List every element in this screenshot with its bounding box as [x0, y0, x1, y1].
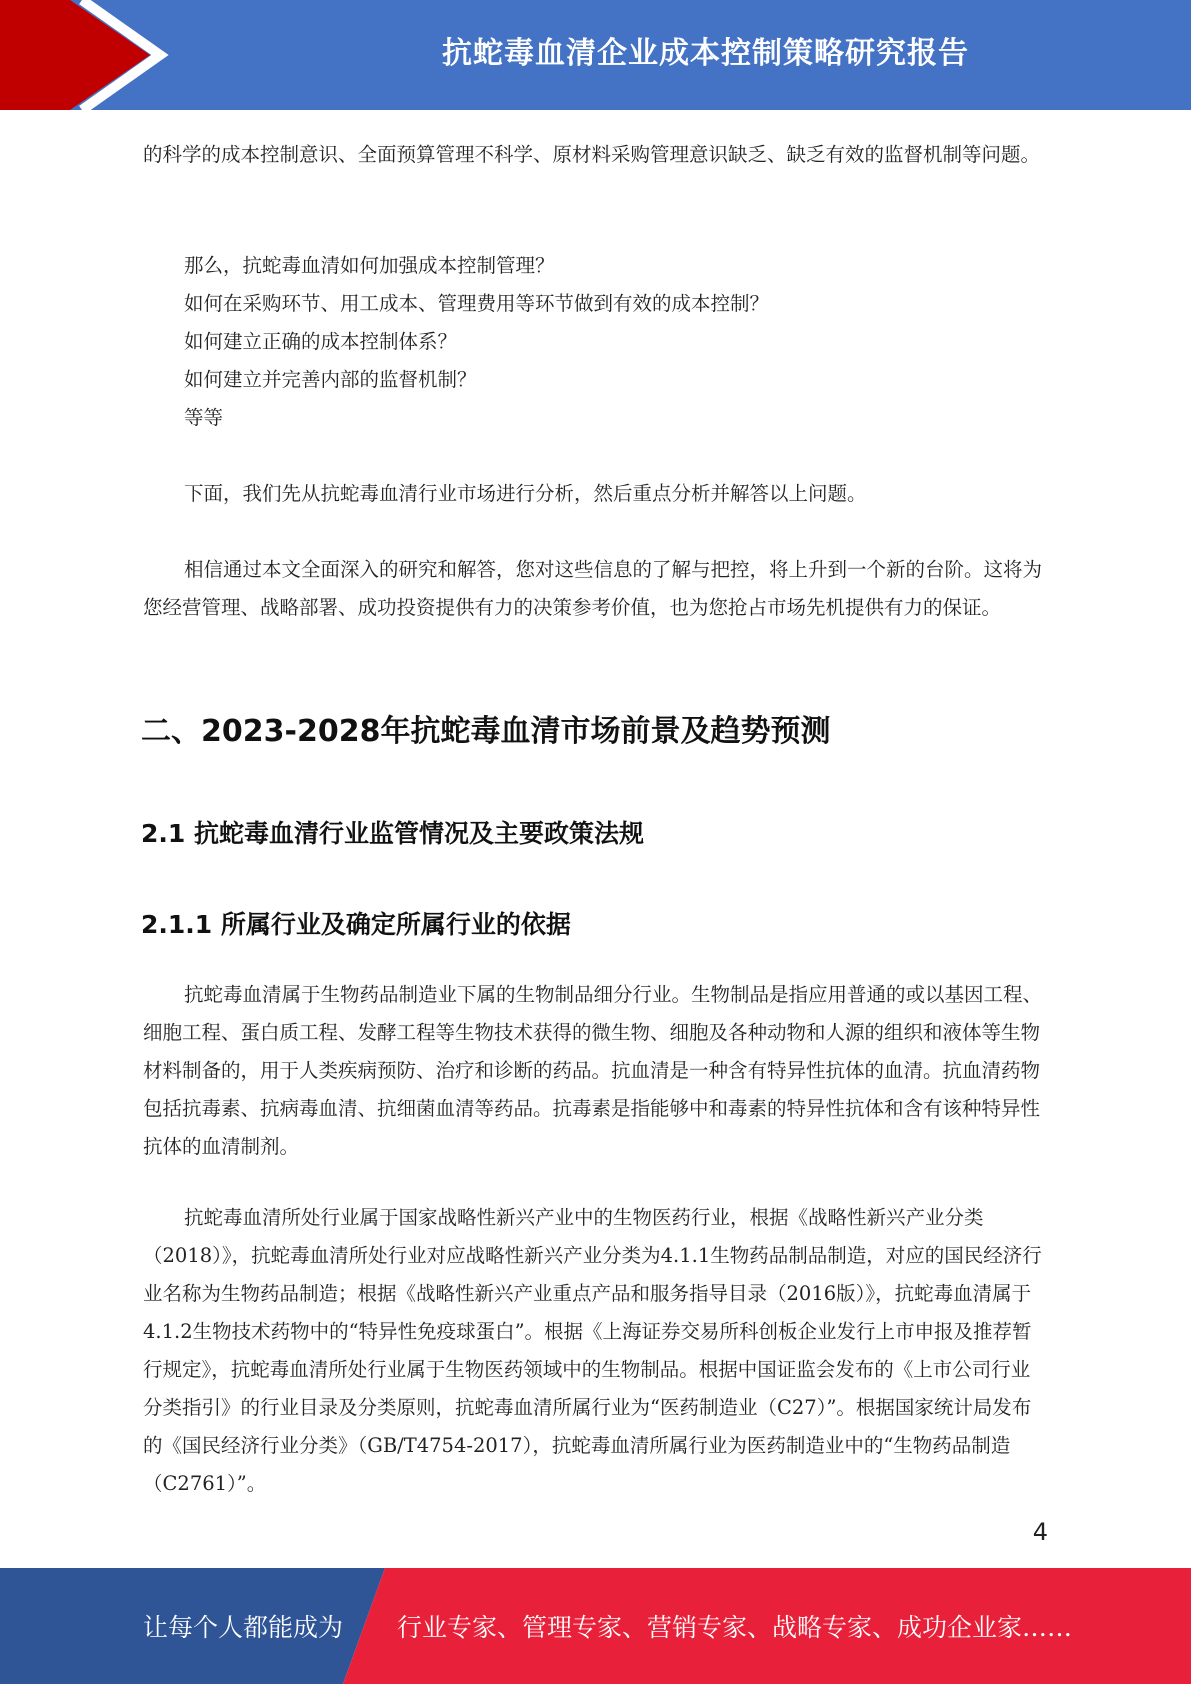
header-title: 抗蛇毒血清企业成本控制策略研究报告 — [442, 36, 969, 71]
question-line: 那么，抗蛇毒血清如何加强成本控制管理？ — [184, 254, 555, 277]
intro-paragraph: 的科学的成本控制意识、全面预算管理不科学、原材料采购管理意识缺乏、缺乏有效的监督机制等问题。 — [143, 143, 1041, 166]
footer-slogan-right: 行业专家、管理专家、营销专家、战略专家、成功企业家…… — [397, 1613, 1073, 1642]
question-line: 如何在采购环节、用工成本、管理费用等环节做到有效的成本控制？ — [184, 292, 770, 315]
subsubsection-heading: 2.1.1 所属行业及确定所属行业的依据 — [141, 910, 571, 939]
page-footer — [0, 1568, 1191, 1684]
page-header — [0, 0, 1191, 110]
footer-slogan-left: 让每个人都能成为 — [143, 1613, 344, 1642]
question-line: 等等 — [184, 406, 224, 429]
subsection-heading: 2.1 抗蛇毒血清行业监管情况及主要政策法规 — [141, 819, 644, 848]
value-paragraph: 相信通过本文全面深入的研究和解答，您对这些信息的了解与把控，将上升到一个新的台阶。这将为您经营管理、战略部署、成功投资提供有力的决策参考价值，也为您抢占市场先机提供有力的保证。 — [143, 558, 1043, 619]
section-heading: 二、2023-2028年抗蛇毒血清市场前景及趋势预测 — [141, 714, 831, 749]
question-line: 如何建立并完善内部的监督机制？ — [184, 368, 477, 391]
classification-paragraph: 抗蛇毒血清所处行业属于国家战略性新兴产业中的生物医药行业，根据《战略性新兴产业分类（2018）》，抗蛇毒血清所处行业对应战略性新兴产业分类为4.1.1生物药品制品制造，对应的国民经济行业名称为生物药品制造；根据《战略性新兴产业重点产品和服务指导目录（2016版）》，抗蛇毒血清属于4.1.2生物技术药物中的“特异性免疫球蛋白”。根据《上海证券交易所科创板企业发行上市申报及推荐暂行规定》，抗蛇毒血清所处行业属于生物医药领域中的生物制品。根据中国证监会发布的《上市公司行业分类指引》的行业目录及分类原则，抗蛇毒血清所属行业为“医药制造业（C27）”。根据国家统计局发布的《国民经济行业分类》（GB/T4754-2017），抗蛇毒血清所属行业为医药制造业中的“生物药品制造（C2761）”。 — [143, 1206, 1042, 1495]
analysis-intro-paragraph: 下面，我们先从抗蛇毒血清行业市场进行分析，然后重点分析并解答以上问题。 — [184, 482, 867, 505]
industry-paragraph: 抗蛇毒血清属于生物药品制造业下属的生物制品细分行业。生物制品是指应用普通的或以基因工程、细胞工程、蛋白质工程、发酵工程等生物技术获得的微生物、细胞及各种动物和人源的组织和液体等生物材料制备的，用于人类疾病预防、治疗和诊断的药品。抗血清是一种含有特异性抗体的血清。抗血清药物包括抗毒素、抗病毒血清、抗细菌血清等药品。抗毒素是指能够中和毒素的特异性抗体和含有该种特异性抗体的血清制剂。 — [143, 983, 1043, 1158]
page-number: 4 — [1032, 1518, 1048, 1546]
question-line: 如何建立正确的成本控制体系？ — [184, 330, 458, 353]
